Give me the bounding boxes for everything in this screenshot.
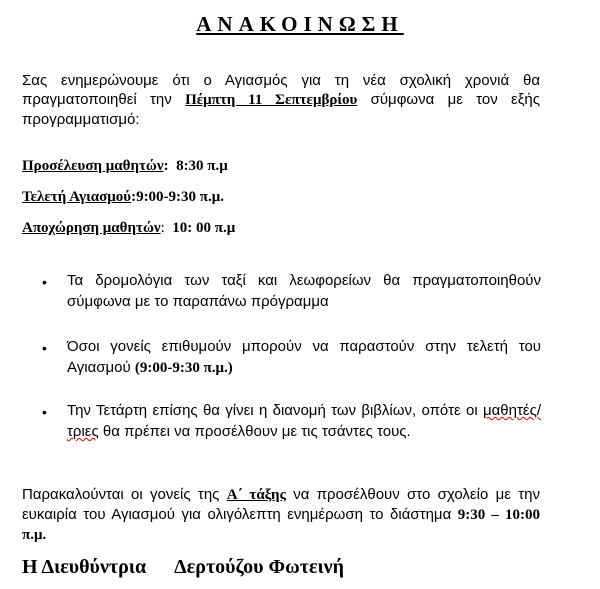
schedule-label: Αποχώρηση μαθητών	[22, 220, 161, 236]
bullet-item-routes	[67, 270, 541, 312]
schedule-separator: :	[160, 220, 165, 236]
schedule-label: Προσέλευση μαθητών	[22, 158, 164, 174]
page-title: ΑΝΑΚΟΙΝΩΣΗ	[196, 12, 404, 36]
schedule-item-departure	[22, 219, 235, 238]
bullet-icon: •	[42, 340, 47, 356]
bullet-word: μαθητές/τριες	[67, 402, 541, 440]
bullet-text: Τα δρομολόγια των ταξί και λεωφορείων θα πραγματοποιηθούν σύμφωνα με το παραπάνω πρόγραμμα	[67, 272, 541, 310]
closing-text-before: Παρακαλούνται οι γονείς της	[22, 486, 227, 503]
schedule-item-ceremony	[22, 188, 224, 207]
bullet-item-parents	[67, 336, 541, 379]
bullet-text-after: θα πρέπει να προσέλθουν με τις τσάντες τους.	[98, 423, 411, 440]
signature-name: Δερτούζου Φωτεινή	[174, 556, 344, 578]
closing-time: 9:30 – 10:00 π.μ.	[22, 507, 540, 543]
intro-paragraph	[22, 71, 540, 129]
signature-role: Η Διευθύντρια	[22, 556, 147, 578]
schedule-time: 10: 00 π.μ	[172, 220, 236, 236]
schedule-separator: :	[131, 189, 137, 205]
bullet-text: Όσοι γονείς επιθυμούν μπορούν να παραστούν στην τελετή του Αγιασμού	[67, 338, 541, 376]
closing-grade: Α΄ τάξης	[226, 487, 286, 503]
bullet-time: (9:00-9:30 π.μ.)	[134, 360, 233, 376]
closing-paragraph	[22, 485, 540, 545]
schedule-time: 9:00-9:30 π.μ.	[136, 189, 225, 205]
signature	[22, 556, 344, 579]
schedule-label: Τελετή Αγιασμού	[22, 189, 132, 205]
schedule-item-arrival	[22, 157, 228, 176]
bullet-icon: •	[42, 404, 47, 420]
bullet-item-books	[67, 400, 541, 442]
intro-text-after: σύμφωνα με τον εξής προγραμματισμό:	[22, 91, 540, 128]
schedule-separator: :	[163, 158, 169, 174]
intro-text-before: Σας ενημερώνουμε ότι ο Αγιασμός για τη νέα σχολική χρονιά θα πραγματοποιηθεί την	[22, 72, 540, 108]
ceremony-date: Πέμπτη 11 Σεπτεμβρίου	[185, 92, 358, 108]
schedule-time: 8:30 π.μ	[176, 158, 228, 174]
bullet-text-before: Την Τετάρτη επίσης θα γίνει η διανομή των βιβλίων, οπότε οι	[67, 402, 483, 419]
closing-text-after: να προσέλθουν στο σχολείο με την ευκαιρία του Αγιασμού για ολιγόλεπτη ενημέρωση το διάστημα	[22, 486, 540, 523]
bullet-icon: •	[42, 274, 47, 290]
